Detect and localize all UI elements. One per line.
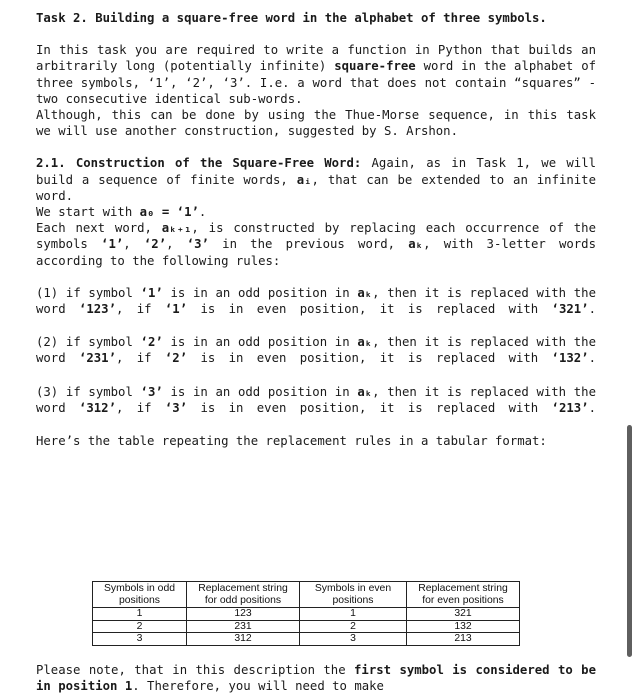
table-header: Replacement string for even positions: [407, 582, 520, 608]
table-cell: 2: [93, 620, 187, 633]
table-header: Symbols in odd positions: [93, 582, 187, 608]
table-cell: 3: [300, 633, 407, 646]
footer-note: Please note, that in this description the first symbol is considered to be in position 1. Therefore, you will need to make: [36, 663, 596, 694]
rule-1: (1) if symbol ‘1’ is in an odd position in aₖ, then it is replaced with the word ‘123’, if ‘1’ is in even position, it is replaced with ‘321’.: [36, 285, 596, 317]
table-cell: 321: [407, 608, 520, 621]
table-header-row: [93, 582, 520, 608]
table-header: Replacement string for odd positions: [187, 582, 300, 608]
intro-paragraph-2: Although, this can be done by using the Thue-Morse sequence, in this task we will use another construction, suggested by S. Arshon.: [36, 108, 596, 139]
table-header: Symbols in even positions: [300, 582, 407, 608]
replacement-rules-table: [92, 581, 520, 646]
table-cell: 123: [187, 608, 300, 621]
table-row: [93, 608, 520, 621]
document-body: [36, 10, 596, 449]
table-row: [93, 620, 520, 633]
table-row: [93, 633, 520, 646]
section-intro: 2.1. Construction of the Square-Free Word: Again, as in Task 1, we will build a sequence of finite words, aᵢ, that can be extended to an infinite word.: [36, 156, 596, 203]
construction-paragraph: Each next word, aₖ₊₁, is constructed by replacing each occurrence of the symbols ‘1’, ‘2’, ‘3’ in the previous word, aₖ, with 3-letter words according to the following rules:: [36, 221, 596, 268]
table-cell: 1: [300, 608, 407, 621]
rule-3: (3) if symbol ‘3’ is in an odd position in aₖ, then it is replaced with the word ‘312’, if ‘3’ is in even position, it is replaced with ‘213’.: [36, 384, 596, 415]
table-cell: 213: [407, 633, 520, 646]
table-cell: 3: [93, 633, 187, 646]
intro-paragraph-1: In this task you are required to write a function in Python that builds an arbitrarily long (potentially infinite) square-free word in the alphabet of three symbols, ‘1’, ‘2’, ‘3’. I.e. a word that does not contain “squares” - two consecutive identical sub-words.: [36, 43, 596, 106]
start-line: We start with a₀ = ‘1’.: [36, 205, 207, 220]
scrollbar-thumb[interactable]: [627, 425, 632, 657]
table-cell: 2: [300, 620, 407, 633]
rule-2: (2) if symbol ‘2’ is in an odd position in aₖ, then it is replaced with the word ‘231’, if ‘2’ is in even position, it is replaced with ‘132’.: [36, 335, 596, 366]
table-intro: Here’s the table repeating the replacement rules in a tabular format:: [36, 434, 547, 449]
task-title: Task 2. Building a square-free word in the alphabet of three symbols.: [36, 11, 547, 25]
table-cell: 312: [187, 633, 300, 646]
table-cell: 231: [187, 620, 300, 633]
table-cell: 132: [407, 620, 520, 633]
table-cell: 1: [93, 608, 187, 621]
